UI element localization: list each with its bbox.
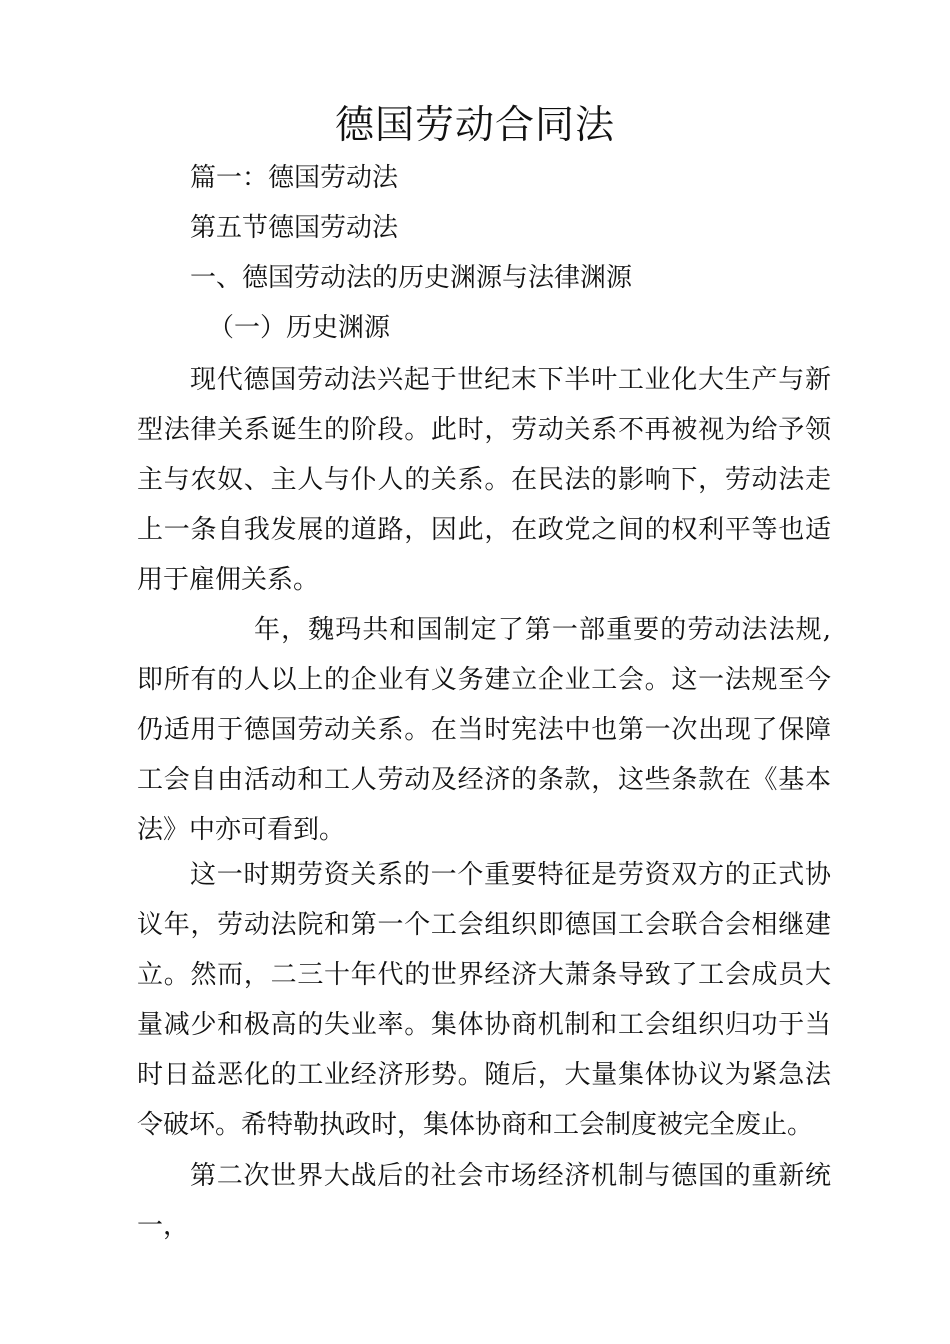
chapter-heading: 一、德国劳动法的历史渊源与法律渊源	[190, 263, 633, 293]
paragraph-3: 这一时期劳资关系的一个重要特征是劳资双方的正式协议年，劳动法院和第一个工会组织即德国工会联合会相继建立。然而，二三十年代的世界经济大萧条导致了工会成员大量减少和极高的失业率。集体协商机制和工会组织归功于当时日益恶化的工业经济形势。随后，大量集体协议为紧急法令破坏。希特勒执政时，集体协商和工会制度被完全废止。	[137, 860, 831, 1140]
part-heading: 篇一：德国劳动法	[190, 163, 399, 193]
document-title: 德国劳动合同法	[334, 103, 615, 148]
paragraph-4: 第二次世界大战后的社会市场经济机制与德国的重新统一，	[137, 1161, 831, 1241]
paragraph-2: 年，魏玛共和国制定了第一部重要的劳动法法规,即所有的人以上的企业有义务建立企业工会。这一法规至今仍适用于德国劳动关系。在当时宪法中也第一次出现了保障工会自由活动和工人劳动及经济的条款，这些条款在《基本法》中亦可看到。	[137, 615, 831, 845]
subsection-heading: （一）历史渊源	[208, 313, 391, 343]
section-heading: 第五节德国劳动法	[190, 213, 399, 243]
paragraph-1: 现代德国劳动法兴起于世纪末下半叶工业化大生产与新型法律关系诞生的阶段。此时，劳动关系不再被视为给予领主与农奴、主人与仆人的关系。在民法的影响下，劳动法走上一条自我发展的道路，因此，在政党之间的权利平等也适用于雇佣关系。	[137, 365, 831, 595]
